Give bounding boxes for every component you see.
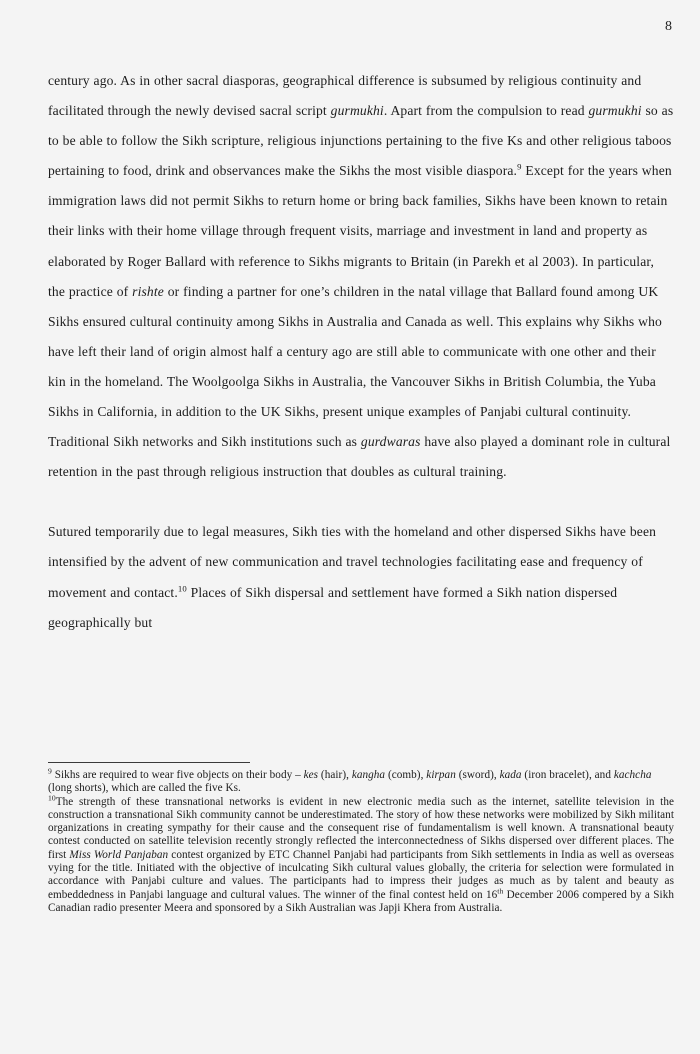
footnote-separator-rule: [48, 762, 250, 763]
footnote-marker: 10: [48, 792, 56, 802]
footnote-marker: th: [497, 885, 504, 895]
page-number: 8: [665, 19, 672, 34]
body-text-block: [48, 66, 674, 638]
italic-term: gurmukhi: [588, 103, 642, 119]
body-paragraph: century ago. As in other sacral diasporas, geographical difference is subsumed by religious continuity and facilitated through the newly devised sacral script gurmukhi. Apart from the compulsion to read gurmukhi so as to be able to follow the Sikh scripture, religious injunctions pertaining to the five Ks and other religious taboos pertaining to food, drink and observances make the Sikhs the most visible diaspora.$^9$ Except for the years when immigration laws did not permit Sikhs to return home or bring back families, Sikhs have been known to retain their links with their home village through frequent visits, marriage and investment in land and property as elaborated by Roger Ballard with reference to Sikhs migrants to Britain (in Parekh et al 2003). In particular, the practice of rishte or finding a partner for one’s children in the natal village that Ballard found among UK Sikhs ensured cultural continuity among Sikhs in Australia and Canada as well. This explains why Sikhs who have left their land of origin almost half a century ago are still able to communicate with one other and their kin in the homeland. The Woolgoolga Sikhs in Australia, the Vancouver Sikhs in British Columbia, the Yuba Sikhs in California, in addition to the UK Sikhs, present unique examples of Panjabi cultural continuity. Traditional Sikh networks and Sikh institutions such as gurdwaras have also played a dominant role in cultural retention in the past through religious instruction that doubles as cultural training.: [48, 73, 674, 480]
footnote-entry: $^9$ Sikhs are required to wear five objects on their body – kes (hair), kangha (comb), kirpan (sword), kada (iron bracelet), and kachcha (long shorts), which are called the five Ks.: [48, 766, 652, 795]
italic-term: kirpan: [426, 769, 456, 781]
italic-term: kada: [499, 769, 522, 781]
italic-term: kachcha: [613, 769, 652, 781]
italic-term: Miss World Panjaban: [69, 848, 169, 861]
italic-term: rishte: [132, 283, 164, 299]
footnote-marker: 9: [517, 161, 522, 172]
body-paragraph: Sutured temporarily due to legal measures, Sikh ties with the homeland and other dispersed Sikhs have been intensified by the advent of new communication and travel technologies facilitating ease and frequency of movement and contact.$^{10}$ Places of Sikh dispersal and settlement have formed a Sikh nation dispersed geographically but: [48, 524, 657, 630]
footnote-marker: 9: [48, 766, 52, 776]
italic-term: gurdwaras: [360, 434, 421, 450]
italic-term: kes: [303, 769, 319, 781]
footnote-section: [48, 762, 674, 915]
footnote-marker: 10: [177, 582, 187, 593]
footnote-entry: $^{10}$The strength of these transnational networks is evident in new electronic media such as the internet, satellite television in the construction a transnational Sikh community cannot be underestimated. The story of how these networks were mobilized by Sikh militant organizations in creating sympathy for their cause and the consequent rise of fundamentalism is well known. A transnational beauty contest conducted on satellite television recently strongly reflected the interconnectedness of Sikhs dispersed over different places. The first Miss World Panjaban contest organized by ETC Channel Panjabi had participants from Sikh settlements in India as well as overseas vying for the title. Initiated with the objective of inculcating Sikh cultural values globally, the criteria for selection were formulated in accordance with Panjabi culture and values. The participants had to impress their judges as much as by talent and beauty as embeddedness in Panjabi language and cultural values. The winner of the final contest held on 16th December 2006 compered by a Sikh Canadian radio presenter Meera and sponsored by a Sikh Australian was Japji Khera from Australia.: [48, 792, 675, 914]
italic-term: gurmukhi: [330, 103, 384, 119]
italic-term: kangha: [351, 769, 386, 781]
